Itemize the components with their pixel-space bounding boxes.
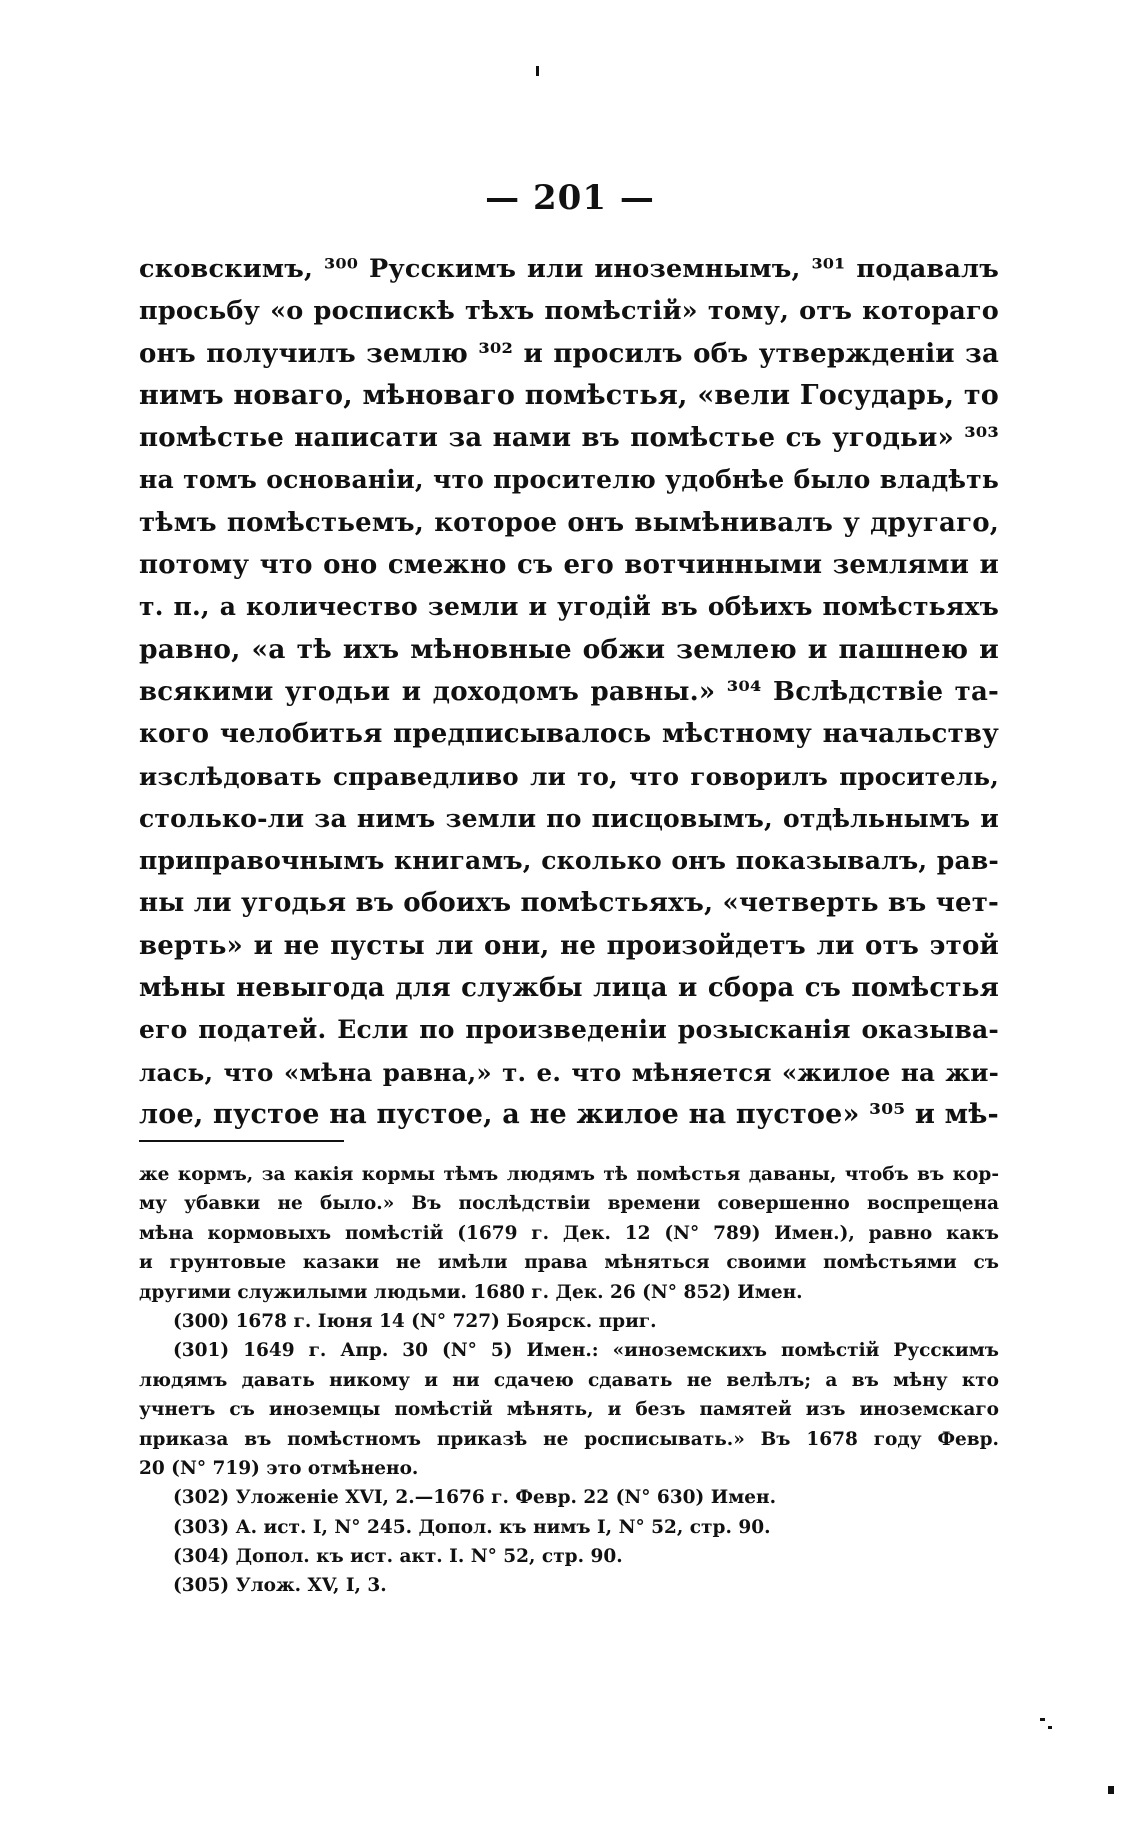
footnote-line: (305) Улож. XV, I, 3. [173,1575,387,1597]
text-line: лое, пустое на пустое, а не жилое на пустое» ³⁰⁵ и мѣ- [139,1098,999,1130]
margin-speck [1048,1726,1052,1729]
text-line: потому что оно смежно съ его вотчинными землями и [139,550,999,581]
text-line: ны ли угодья въ обоихъ помѣстьяхъ, «четверть въ чет- [139,888,999,919]
text-line: всякими угодьи и доходомъ равны.» ³⁰⁴ Вслѣдствіе та- [139,676,999,707]
footnote-line: (303) А. ист. I, N° 245. Допол. къ нимъ I, N° 52, стр. 90. [173,1516,771,1538]
text-line: изслѣдовать справедливо ли то, что говорилъ проситель, [139,761,999,791]
footnote-line: (304) Допол. къ ист. акт. I. N° 52, стр. 90. [173,1546,623,1568]
footnote-line: мѣна кормовыхъ помѣстій (1679 г. Дек. 12 (N° 789) Имен.), равно какъ [139,1222,999,1244]
text-line: равно, «а тѣ ихъ мѣновные обжи землею и пашнею и [139,633,999,665]
text-line: просьбу «о роспискѣ тѣхъ помѣстій» тому, отъ котораго [139,296,999,327]
text-line: нимъ новаго, мѣноваго помѣстья, «вели Государь, то [139,379,999,411]
text-line: его податей. Если по произведеніи розысканія оказыва- [139,1015,999,1045]
footnote-line: (300) 1678 г. Іюня 14 (N° 727) Боярск. приг. [173,1310,657,1332]
text-line: т. п., а количество земли и угодій въ обѣихъ помѣстьяхъ [139,592,999,622]
text-line: на томъ основаніи, что просителю удобнѣе было владѣть [139,465,999,495]
text-line: онъ получилъ землю ³⁰² и просилъ объ утвержденіи за [139,338,999,369]
footnote-line: му убавки не было.» Въ послѣдствіи времени совершенно воспрещена [139,1193,999,1215]
corner-speck [1108,1786,1114,1794]
text-line: кого челобитья предписывалось мѣстному начальству [139,719,999,750]
top-print-mark [536,66,539,76]
text-line: помѣстье написати за нами въ помѣстье съ угодьи» ³⁰³ [139,423,999,454]
footnote-line: другими служилыми людьми. 1680 г. Дек. 26 (N° 852) Имен. [139,1281,803,1303]
footnote-line: учнетъ съ иноземцы помѣстій мѣнять, и безъ памятей изъ иноземскаго [139,1399,999,1421]
text-line: лась, что «мѣна равна,» т. е. что мѣняется «жилое на жи- [139,1057,999,1087]
footnote-line: и грунтовые казаки не имѣли права мѣняться своими помѣстьями съ [139,1252,999,1274]
text-line: верть» и не пусты ли они, не произойдетъ ли отъ этой [139,930,999,961]
footnote-line: же кормъ, за какія кормы тѣмъ людямъ тѣ помѣстья даваны, чтобъ въ кор- [139,1164,999,1185]
footnote-line: (301) 1649 г. Апр. 30 (N° 5) Имен.: «иноземскихъ помѣстій Русскимъ [173,1340,999,1362]
footnote-divider [139,1140,344,1142]
footnote-line: приказа въ помѣстномъ приказѣ не росписывать.» Въ 1678 году Февр. [139,1428,999,1450]
text-line: столько-ли за нимъ земли по писцовымъ, отдѣльнымъ и [139,803,999,833]
footnote-line: 20 (N° 719) это отмѣнено. [139,1457,419,1479]
footnote-line: людямъ давать никому и ни сдачею сдавать не велѣлъ; а въ мѣну кто [139,1369,999,1391]
main-text [139,248,999,1136]
margin-speck [1040,1718,1045,1721]
text-line: мѣны невыгода для службы лица и сбора съ помѣстья [139,973,999,1004]
page-number: — 201 — [485,178,655,218]
text-line: приправочнымъ книгамъ, сколько онъ показывалъ, рав- [139,846,999,876]
text-line: тѣмъ помѣстьемъ, которое онъ вымѣнивалъ у другаго, [139,507,999,538]
footnotes-block [139,1160,999,1601]
footnote-line: (302) Уложеніе XVI, 2.—1676 г. Февр. 22 (N° 630) Имен. [173,1487,777,1509]
text-line: сковскимъ, ³⁰⁰ Русскимъ или иноземнымъ, ³⁰¹ подавалъ [139,254,999,284]
